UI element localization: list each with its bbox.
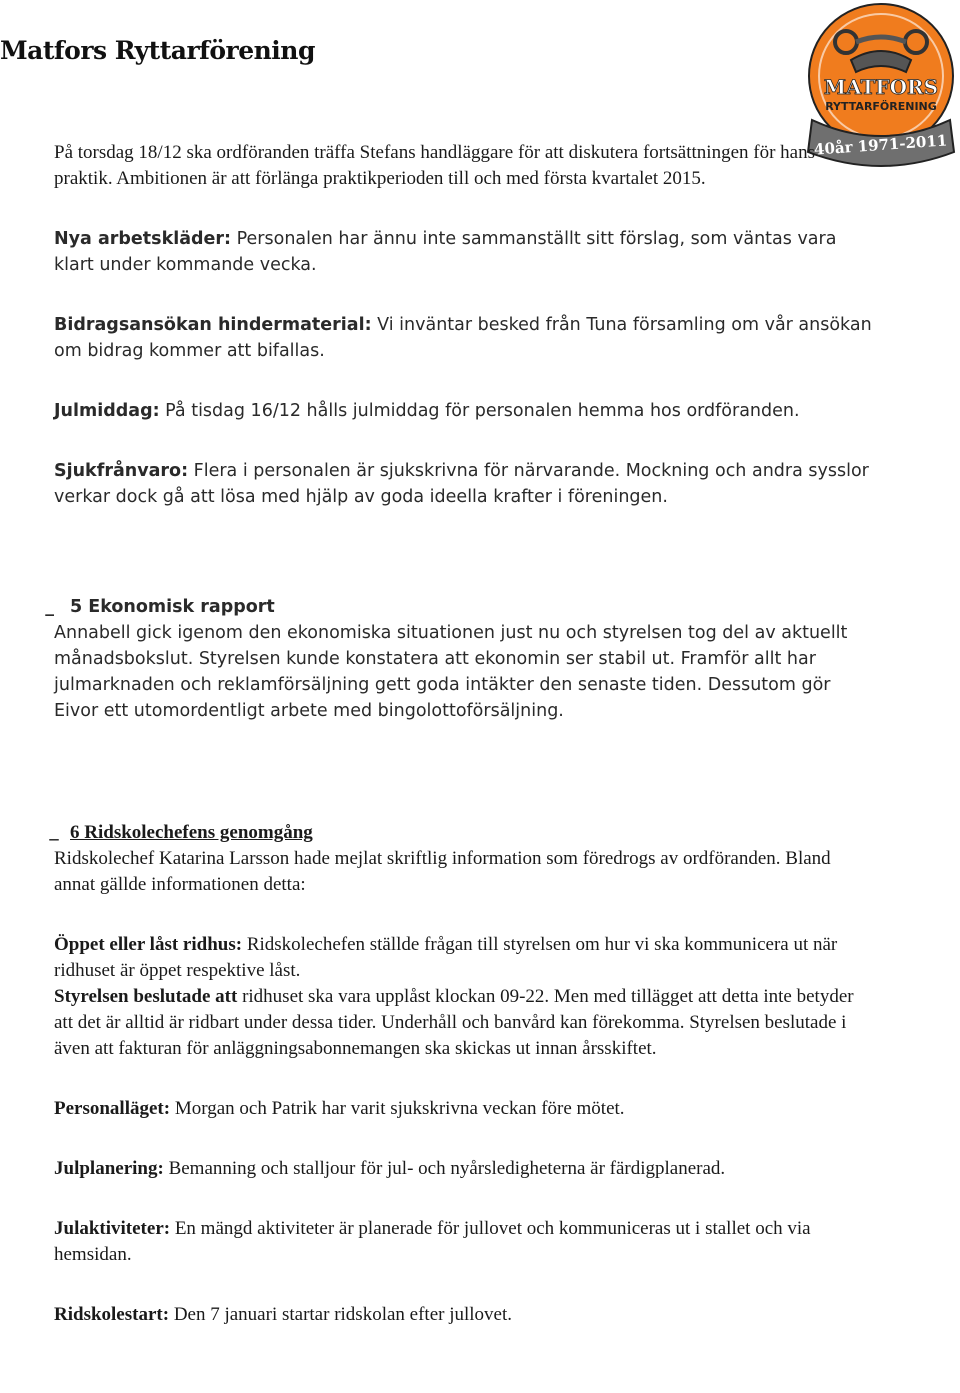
item-personallaget bbox=[54, 1096, 874, 1122]
item-label: Personalläget: bbox=[54, 1098, 171, 1119]
item-arbetsklader bbox=[54, 226, 874, 278]
section-6-heading bbox=[54, 820, 874, 846]
item-text: Ridskolechefen ställde frågan till styrelsen om hur vi ska kommunicera ut när ridhuset är öppet respektive låst. bbox=[54, 934, 838, 981]
item-label: Sjukfrånvaro: bbox=[54, 461, 189, 481]
section-5-text: Annabell gick igenom den ekonomiska situationen just nu och styrelsen tog del av aktuellt månadsbokslut. Styrelsen kunde konstatera att ekonomin ser stabil ut. Framför allt har julmarknaden och reklamförsäljning gett goda intäkter den senaste tiden. Dessutom gör Eivor ett utomordentligt arbete med bingolottoförsäljning. bbox=[54, 623, 848, 721]
item-julplanering bbox=[54, 1156, 874, 1182]
logo-banner: 40år 1971-2011 bbox=[813, 131, 948, 159]
item-label: Bidragsansökan hindermaterial: bbox=[54, 315, 372, 335]
document-body bbox=[54, 140, 874, 1328]
item-label: Julplanering: bbox=[54, 1158, 164, 1179]
item-text: En mängd aktiviteter är planerade för jullovet och kommuniceras ut i stallet och via hemsidan. bbox=[54, 1218, 811, 1265]
bullet-icon bbox=[54, 594, 70, 620]
item-label: Julaktiviteter: bbox=[54, 1218, 171, 1239]
item-ridhus bbox=[54, 932, 874, 984]
item-bidragsansokan bbox=[54, 312, 874, 364]
section-5-heading bbox=[54, 594, 874, 620]
item-ridskolestart bbox=[54, 1302, 874, 1328]
item-beslut bbox=[54, 984, 874, 1062]
item-sjukfranvaro bbox=[54, 458, 874, 510]
logo-word-2: RYTTARFÖRENING bbox=[825, 100, 937, 113]
section-title: 5 Ekonomisk rapport bbox=[70, 597, 275, 617]
item-text: ridhuset ska vara upplåst klockan 09-22. Men med tillägget att detta inte betyder att det är alltid är ridbart under dessa tider. Underhåll och banvård kan förekomma. Styrelsen beslutade i även att fakturan för anläggningsabonnemangen ska skickas ut innan årsskiftet. bbox=[54, 986, 854, 1059]
item-text: Personalen har ännu inte sammanställt sitt förslag, som väntas vara klart under kommande vecka. bbox=[54, 229, 837, 275]
item-text: Den 7 januari startar ridskolan efter jullovet. bbox=[169, 1304, 512, 1325]
item-text: Flera i personalen är sjukskrivna för närvarande. Mockning och andra sysslor verkar dock gå att lösa med hjälp av goda ideella krafter i föreningen. bbox=[54, 461, 869, 507]
item-label: Styrelsen beslutade att bbox=[54, 986, 238, 1007]
logo-word-1: MATFORS bbox=[823, 75, 939, 99]
item-julaktiviteter bbox=[54, 1216, 874, 1268]
section-6-text: Ridskolechef Katarina Larsson hade mejlat skriftlig information som föredrogs av ordföranden. Bland annat gällde informationen detta: bbox=[54, 848, 831, 895]
organization-title: Matfors Ryttarförening bbox=[0, 36, 315, 65]
item-label: Julmiddag: bbox=[54, 401, 160, 421]
item-label: Ridskolestart: bbox=[54, 1304, 170, 1325]
item-text: Bemanning och stalljour för jul- och nyårsledigheterna är färdigplanerad. bbox=[163, 1158, 726, 1179]
item-label: Nya arbetskläder: bbox=[54, 229, 232, 249]
bullet-icon bbox=[54, 820, 70, 846]
item-text: På tisdag 16/12 hålls julmiddag för personalen hemma hos ordföranden. bbox=[159, 401, 800, 421]
paragraph-praktik: På torsdag 18/12 ska ordföranden träffa Stefans handläggare för att diskutera fortsättningen för hans praktik. Ambitionen är att förlänga praktikperioden till och med första kvartalet 2015. bbox=[54, 142, 815, 189]
item-label: Öppet eller låst ridhus: bbox=[54, 934, 243, 955]
item-text: Vi inväntar besked från Tuna församling om vår ansökan om bidrag kommer att bifallas. bbox=[54, 315, 872, 361]
item-julmiddag bbox=[54, 398, 874, 424]
item-text: Morgan och Patrik har varit sjukskrivna veckan före mötet. bbox=[170, 1098, 625, 1119]
section-title: 6 Ridskolechefens genomgång bbox=[70, 822, 313, 843]
